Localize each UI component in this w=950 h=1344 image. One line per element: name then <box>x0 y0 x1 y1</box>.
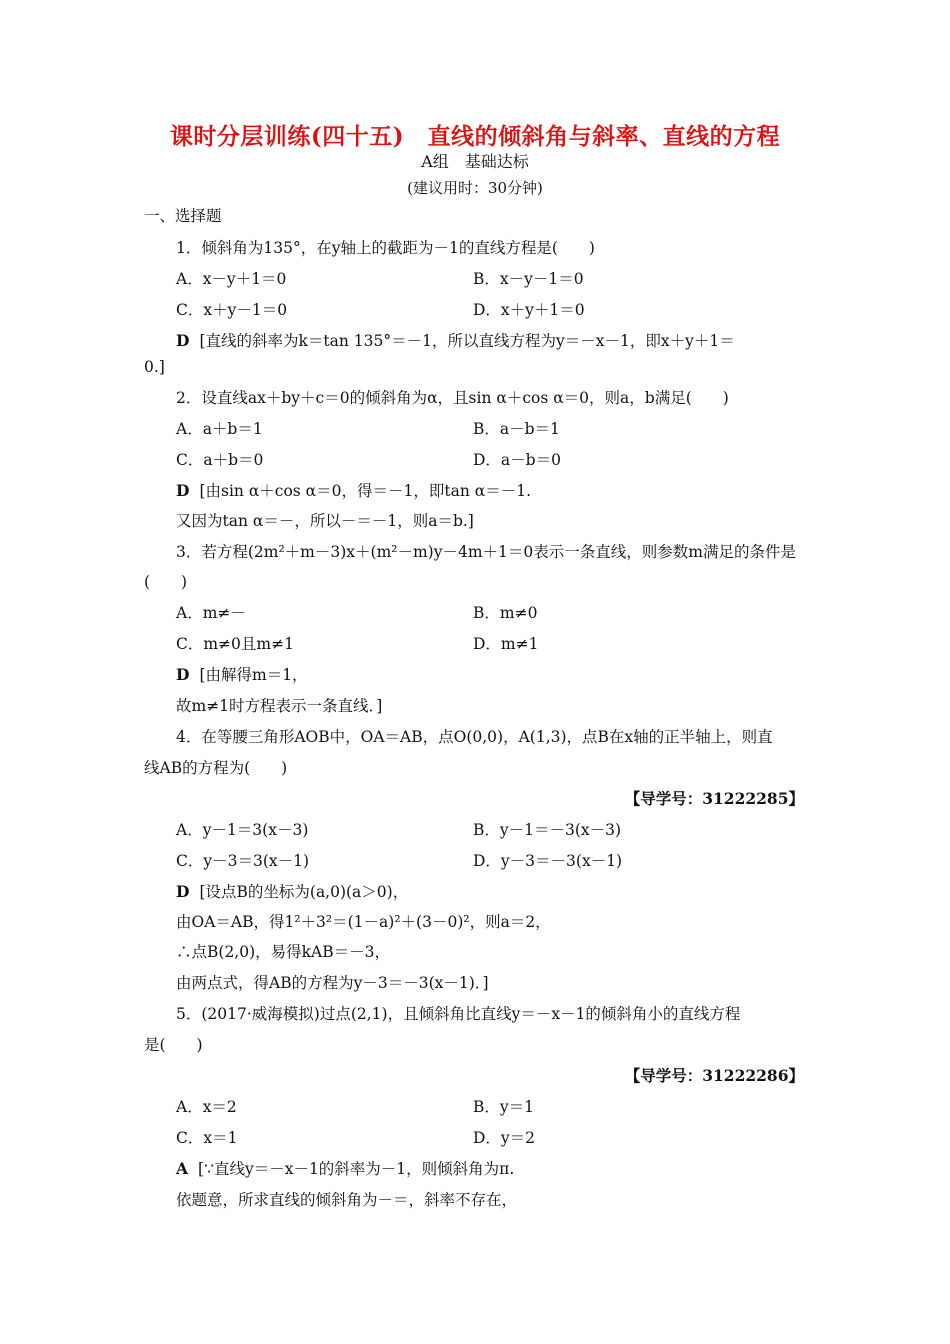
question-5-option-a: A．x＝2 <box>176 1098 237 1116</box>
guide-number-tag: 【导学号：31222285】 <box>624 789 804 808</box>
question-4-explanation: [设点B的坐标为(a,0)(a＞0)， <box>199 883 409 901</box>
question-1-option-c: C．x＋y－1＝0 <box>176 301 288 319</box>
question-4-explanation-2: 由OA＝AB，得1²＋3²＝(1－a)²＋(3－0)²，则a＝2， <box>176 913 551 931</box>
question-4-option-b: B．y－1＝－3(x－3) <box>473 821 622 839</box>
question-1-solution <box>176 329 735 351</box>
question-3-option-b: B．m≠0 <box>473 604 538 622</box>
question-3-option-a: A．m≠－ <box>176 604 246 622</box>
question-3-explanation-cont: 故m≠1时方程表示一条直线．] <box>176 697 383 715</box>
question-5-explanation-cont: 依题意，所求直线的倾斜角为－＝，斜率不存在， <box>176 1191 518 1209</box>
question-1-stem: 1．倾斜角为135°，在y轴上的截距为－1的直线方程是( ) <box>176 239 595 257</box>
question-4-option-a: A．y－1＝3(x－3) <box>176 821 309 839</box>
question-3-answer: D <box>176 665 190 684</box>
section-heading: 一、选择题 <box>144 207 222 225</box>
question-4-answer: D <box>176 882 190 901</box>
question-2-explanation-cont: 又因为tan α＝－，所以－＝－1，则a＝b.] <box>176 512 474 530</box>
question-2-solution <box>176 479 531 501</box>
question-4-explanation-3: ∴点B(2,0)，易得kAB＝－3， <box>176 943 390 961</box>
question-5-option-c: C．x＝1 <box>176 1129 238 1147</box>
question-3-option-d: D．m≠1 <box>473 635 539 653</box>
question-1-option-b: B．x－y－1＝0 <box>473 270 584 288</box>
question-4-solution <box>176 880 408 902</box>
page-title: 课时分层训练(四十五) 直线的倾斜角与斜率、直线的方程 <box>169 123 781 150</box>
question-1-option-a: A．x－y＋1＝0 <box>176 270 287 288</box>
question-4-stem: 4．在等腰三角形AOB中，OA＝AB，点O(0,0)，A(1,3)，点B在x轴的正半轴上，则直 <box>176 728 773 746</box>
question-5-option-d: D．y＝2 <box>473 1129 536 1147</box>
question-5-solution <box>176 1157 514 1179</box>
question-3-explanation: [由解得m＝1， <box>199 666 308 684</box>
group-label: A组 基础达标 <box>421 152 529 171</box>
question-2-option-d: D．a－b＝0 <box>473 451 561 469</box>
question-3-stem: 3．若方程(2m²＋m－3)x＋(m²－m)y－4m＋1＝0表示一条直线，则参数m满足的条件是 <box>176 543 796 561</box>
question-2-explanation: [由sin α＋cos α＝0，得＝－1，即tan α＝－1. <box>199 482 532 500</box>
question-2-option-c: C．a＋b＝0 <box>176 451 264 469</box>
question-4-option-d: D．y－3＝－3(x－1) <box>473 852 623 870</box>
question-1-explanation-cont: 0.] <box>144 358 165 376</box>
guide-number-tag-2: 【导学号：31222286】 <box>624 1066 804 1085</box>
question-3-stem-cont: ( ) <box>144 573 188 591</box>
question-2-answer: D <box>176 481 190 500</box>
question-5-option-b: B．y＝1 <box>473 1098 535 1116</box>
question-2-option-a: A．a＋b＝1 <box>176 420 263 438</box>
question-1-explanation: [直线的斜率为k＝tan 135°＝－1，所以直线方程为y＝－x－1，即x＋y＋1＝ <box>199 332 735 350</box>
question-1-option-d: D．x＋y＋1＝0 <box>473 301 585 319</box>
question-5-answer: A <box>176 1159 189 1178</box>
question-4-stem-cont: 线AB的方程为( ) <box>144 759 288 777</box>
question-5-explanation: [∵直线y＝－x－1的斜率为－1，则倾斜角为π. <box>198 1160 515 1178</box>
question-5-stem: 5．(2017·威海模拟)过点(2,1)，且倾斜角比直线y＝－x－1的倾斜角小的直线方程 <box>176 1005 741 1023</box>
question-2-stem: 2．设直线ax＋by＋c＝0的倾斜角为α，且sin α＋cos α＝0，则a，b满足( ) <box>176 389 729 407</box>
question-2-option-b: B．a－b＝1 <box>473 420 560 438</box>
question-4-explanation-4: 由两点式，得AB的方程为y－3＝－3(x－1)．] <box>176 974 489 992</box>
question-3-solution <box>176 663 308 685</box>
question-3-option-c: C．m≠0且m≠1 <box>176 635 294 653</box>
question-1-answer: D <box>176 331 190 350</box>
question-5-stem-cont: 是( ) <box>144 1036 203 1054</box>
question-4-option-c: C．y－3＝3(x－1) <box>176 852 310 870</box>
time-hint: (建议用时：30分钟) <box>407 179 543 197</box>
